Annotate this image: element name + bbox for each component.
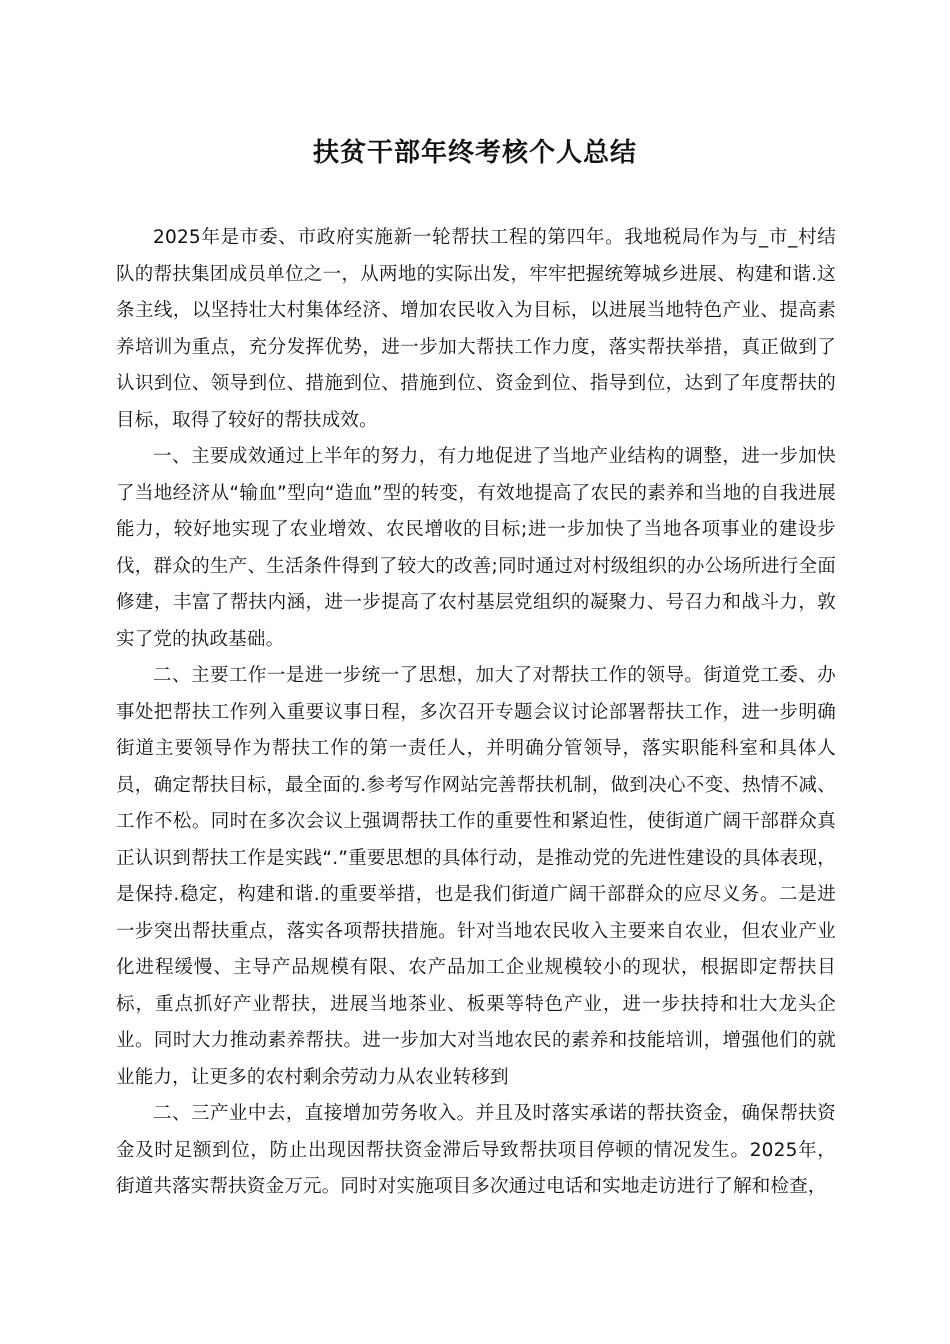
paragraph-intro: 2025年是市委、市政府实施新一轮帮扶工程的第四年。我地税局作为与_市_村结队的帮扶集团成员单位之一，从两地的实际出发，牢牢把握统筹城乡进展、构建和谐.这条主线，以坚持壮大村集体经济、增加农民收入为目标，以进展当地特色产业、提高素养培训为重点，充分发挥优势，进一步加大帮扶工作力度，落实帮扶举措，真正做到了认识到位、领导到位、措施到位、措施到位、资金到位、指导到位，达到了年度帮扶的目标，取得了较好的帮扶成效。	[116, 227, 836, 431]
paragraph-main-results: 一、主要成效通过上半年的努力，有力地促进了当地产业结构的调整，进一步加快了当地经济从“输血”型向“造血”型的转变，有效地提高了农民的素养和当地的自我进展能力，较好地实现了农业增效、农民增收的目标;进一步加快了当地各项事业的建设步伐，群众的生产、生活条件得到了较大的改善;同时通过对村级组织的办公场所进行全面修建，丰富了帮扶内涵，进一步提高了农村基层党组织的凝聚力、号召力和战斗力，敦实了党的执政基础。	[116, 446, 836, 650]
document-title: 扶贫干部年终考核个人总结	[312, 138, 637, 168]
document-body	[116, 220, 836, 1206]
paragraph-funding: 二、三产业中去，直接增加劳务收入。并且及时落实承诺的帮扶资金，确保帮扶资金及时足额到位，防止出现因帮扶资金滞后导致帮扶项目停顿的情况发生。2025年，街道共落实帮扶资金万元。同时对实施项目多次通过电话和实地走访进行了解和检查，	[116, 1103, 836, 1197]
paragraph-main-work: 二、主要工作一是进一步统一了思想，加大了对帮扶工作的领导。街道党工委、办事处把帮扶工作列入重要议事日程，多次召开专题会议讨论部署帮扶工作，进一步明确街道主要领导作为帮扶工作的第一责任人，并明确分管领导，落实职能科室和具体人员，确定帮扶目标，最全面的.参考写作网站完善帮扶机制，做到决心不变、热情不减、工作不松。同时在多次会议上强调帮扶工作的重要性和紧迫性，使街道广阔干部群众真正认识到帮扶工作是实践“.”重要思想的具体行动，是推动党的先进性建设的具体表现，是保持.稳定，构建和谐.的重要举措，也是我们街道广阔干部群众的应尽义务。二是进一步突出帮扶重点，落实各项帮扶措施。针对当地农民收入主要来自农业，但农业产业化进程缓慢、主导产品规模有限、农产品加工企业规模较小的现状，根据即定帮扶目标，重点抓好产业帮扶，进展当地茶业、板栗等特色产业，进一步扶持和壮大龙头企业。同时大力推动素养帮扶。进一步加大对当地农民的素养和技能培训，增强他们的就业能力，让更多的农村剩余劳动力从农业转移到	[116, 665, 836, 1088]
